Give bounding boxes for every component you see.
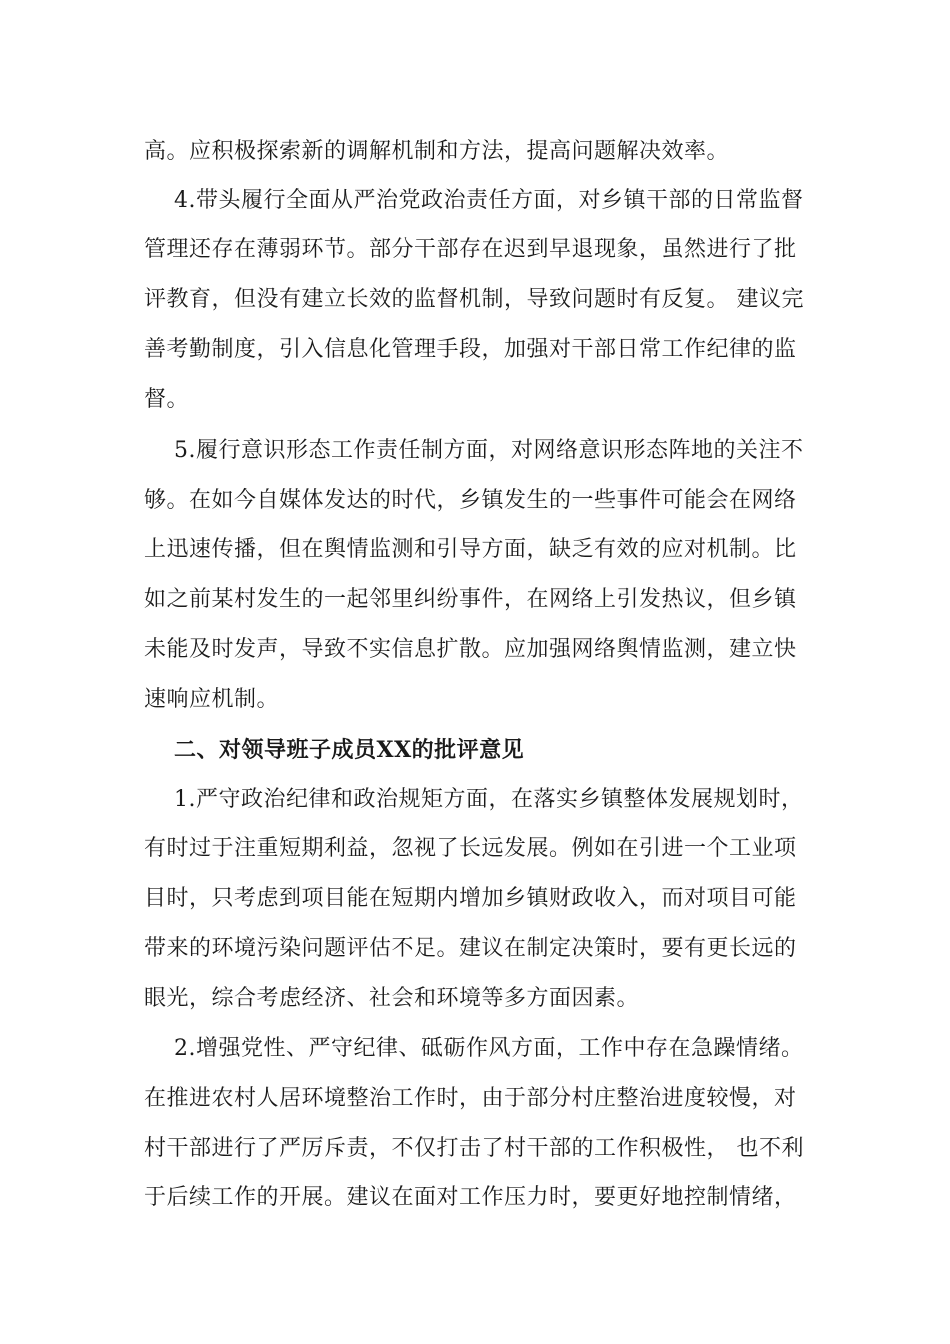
text-line: 2.增强党性、严守纪律、砥砺作风方面，工作中存在急躁情绪。 [174, 1036, 804, 1061]
text-line: 于后续工作的开展。建议在面对工作压力时，要更好地控制情绪， [144, 1185, 797, 1210]
text-line: 有时过于注重短期利益，忽视了长远发展。例如在引进一个工业项 [144, 836, 797, 861]
text-line: 1.严守政治纪律和政治规矩方面，在落实乡镇整体发展规划时， [174, 787, 804, 812]
text-line: 在推进农村人居环境整治工作时，由于部分村庄整治进度较慢，对 [144, 1086, 797, 1111]
text-line: 5.履行意识形态工作责任制方面，对网络意识形态阵地的关注不 [174, 438, 804, 463]
text-line: 督。 [144, 387, 190, 412]
text-line: 眼光，综合考虑经济、社会和环境等多方面因素。 [144, 986, 640, 1011]
text-line: 高。应积极探索新的调解机制和方法，提高问题解决效率。 [144, 139, 730, 164]
text-line: 带来的环境污染问题评估不足。建议在制定决策时，要有更长远的 [144, 936, 797, 961]
text-line: 评教育，但没有建立长效的监督机制，导致问题时有反复。 建议完 [144, 287, 804, 312]
section-heading: 二、对领导班子成员XX的批评意见 [174, 737, 525, 763]
text-line: 目时，只考虑到项目能在短期内增加乡镇财政收入，而对项目可能 [144, 886, 797, 911]
text-line: 4.带头履行全面从严治党政治责任方面，对乡镇干部的日常监督 [174, 188, 804, 213]
text-line: 如之前某村发生的一起邻里纠纷事件，在网络上引发热议，但乡镇 [144, 587, 797, 612]
text-line: 未能及时发声，导致不实信息扩散。应加强网络舆情监测，建立快 [144, 637, 797, 662]
text-line: 管理还存在薄弱环节。部分干部存在迟到早退现象，虽然进行了批 [144, 237, 797, 262]
text-line: 上迅速传播，但在舆情监测和引导方面，缺乏有效的应对机制。比 [144, 537, 797, 562]
text-line: 速响应机制。 [144, 687, 280, 712]
text-line: 善考勤制度，引入信息化管理手段，加强对干部日常工作纪律的监 [144, 337, 797, 362]
text-line: 村干部进行了严厉斥责，不仅打击了村干部的工作积极性， 也不利 [144, 1136, 804, 1161]
text-line: 够。在如今自媒体发达的时代，乡镇发生的一些事件可能会在网络 [144, 488, 797, 513]
